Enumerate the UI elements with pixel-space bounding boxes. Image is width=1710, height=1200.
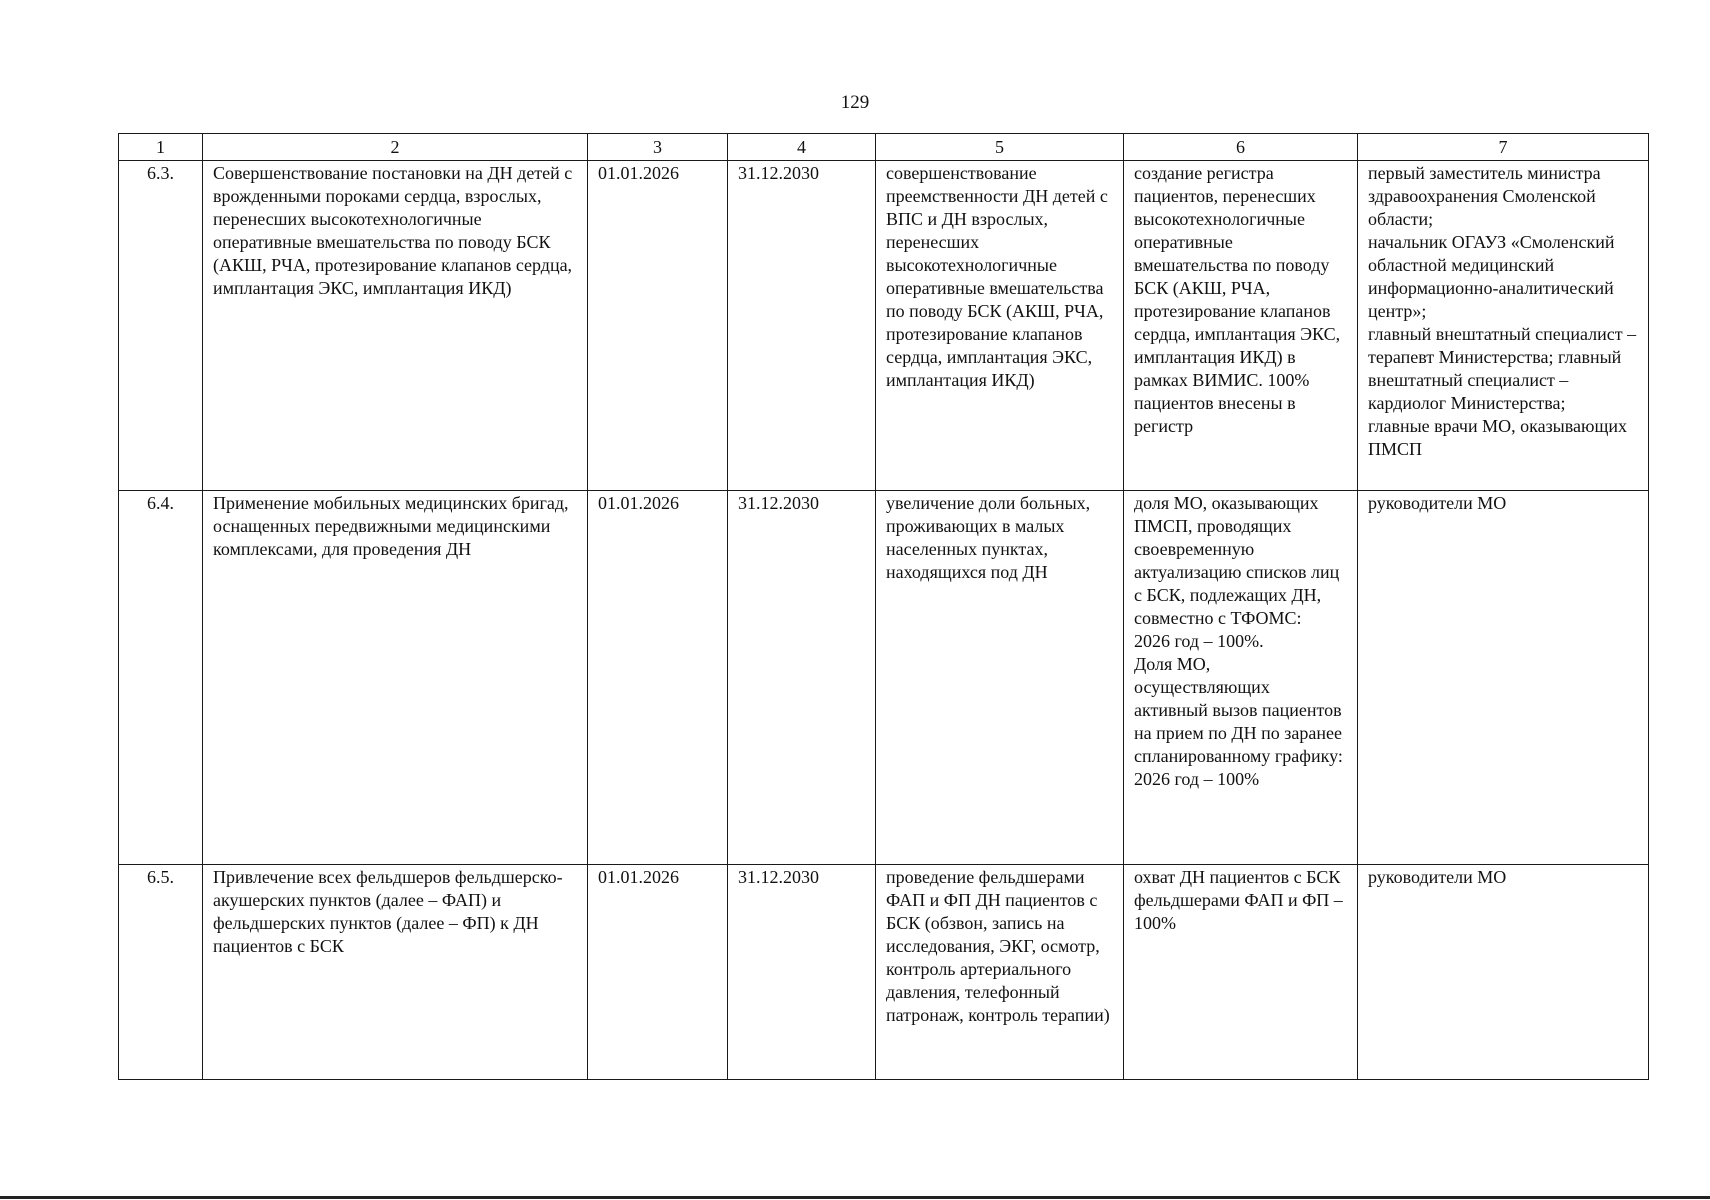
result-cell: совершенствование преемственности ДН детей с ВПС и ДН взрослых, перенесших высокотехнологичные оперативные вмешательства по поводу БСК (АКШ, РЧА, протезирование клапанов сердца, имплантация ЭКС, имплантация ИКД) [876, 161, 1124, 491]
end-date-cell: 31.12.2030 [728, 161, 876, 491]
column-header: 6 [1124, 134, 1358, 161]
end-date-cell: 31.12.2030 [728, 865, 876, 1080]
column-header: 4 [728, 134, 876, 161]
table-row [119, 161, 1649, 491]
measure-cell: Привлечение всех фельдшеров фельдшерско-акушерских пунктов (далее – ФАП) и фельдшерских пунктов (далее – ФП) к ДН пациентов с БСК [203, 865, 588, 1080]
table-row [119, 491, 1649, 865]
table-row [119, 865, 1649, 1080]
indicator-cell: создание регистра пациентов, перенесших высокотехнологичные оперативные вмешательства по поводу БСК (АКШ, РЧА, протезирование клапанов сердца, имплантация ЭКС, имплантация ИКД) в рамках ВИМИС. 100% пациентов внесены в регистр [1124, 161, 1358, 491]
header-row [119, 134, 1649, 161]
indicator-cell: доля МО, оказывающих ПМСП, проводящих своевременную актуализацию списков лиц с БСК, подлежащих ДН, совместно с ТФОМС: 2026 год – 100%. Доля МО, осуществляющих активный вызов пациентов на прием по ДН по заранее спланированному графику: 2026 год – 100% [1124, 491, 1358, 865]
responsible-cell: руководители МО [1358, 865, 1649, 1080]
measure-cell: Совершенствование постановки на ДН детей с врожденными пороками сердца, взрослых, перенесших высокотехнологичные оперативные вмешательства по поводу БСК (АКШ, РЧА, протезирование клапанов сердца, имплантация ЭКС, имплантация ИКД) [203, 161, 588, 491]
column-header: 3 [588, 134, 728, 161]
start-date-cell: 01.01.2026 [588, 491, 728, 865]
column-header: 7 [1358, 134, 1649, 161]
row-number: 6.3. [119, 161, 203, 491]
indicator-cell: охват ДН пациентов с БСК фельдшерами ФАП и ФП – 100% [1124, 865, 1358, 1080]
row-number: 6.5. [119, 865, 203, 1080]
column-header: 2 [203, 134, 588, 161]
responsible-cell: руководители МО [1358, 491, 1649, 865]
result-cell: увеличение доли больных, проживающих в малых населенных пунктах, находящихся под ДН [876, 491, 1124, 865]
measures-table [118, 133, 1649, 1080]
column-header: 1 [119, 134, 203, 161]
end-date-cell: 31.12.2030 [728, 491, 876, 865]
measure-cell: Применение мобильных медицинских бригад, оснащенных передвижными медицинскими комплексами, для проведения ДН [203, 491, 588, 865]
start-date-cell: 01.01.2026 [588, 161, 728, 491]
row-number: 6.4. [119, 491, 203, 865]
column-header: 5 [876, 134, 1124, 161]
start-date-cell: 01.01.2026 [588, 865, 728, 1080]
result-cell: проведение фельдшерами ФАП и ФП ДН пациентов с БСК (обзвон, запись на исследования, ЭКГ, осмотр, контроль артериального давления, телефонный патронаж, контроль терапии) [876, 865, 1124, 1080]
scan-bottom-edge [0, 1196, 1710, 1199]
responsible-cell: первый заместитель министра здравоохранения Смоленской области; начальник ОГАУЗ «Смоленский областной медицинский информационно-аналитический центр»; главный внештатный специалист – терапевт Министерства; главный внештатный специалист – кардиолог Министерства; главные врачи МО, оказывающих ПМСП [1358, 161, 1649, 491]
page-number: 129 [840, 92, 870, 113]
